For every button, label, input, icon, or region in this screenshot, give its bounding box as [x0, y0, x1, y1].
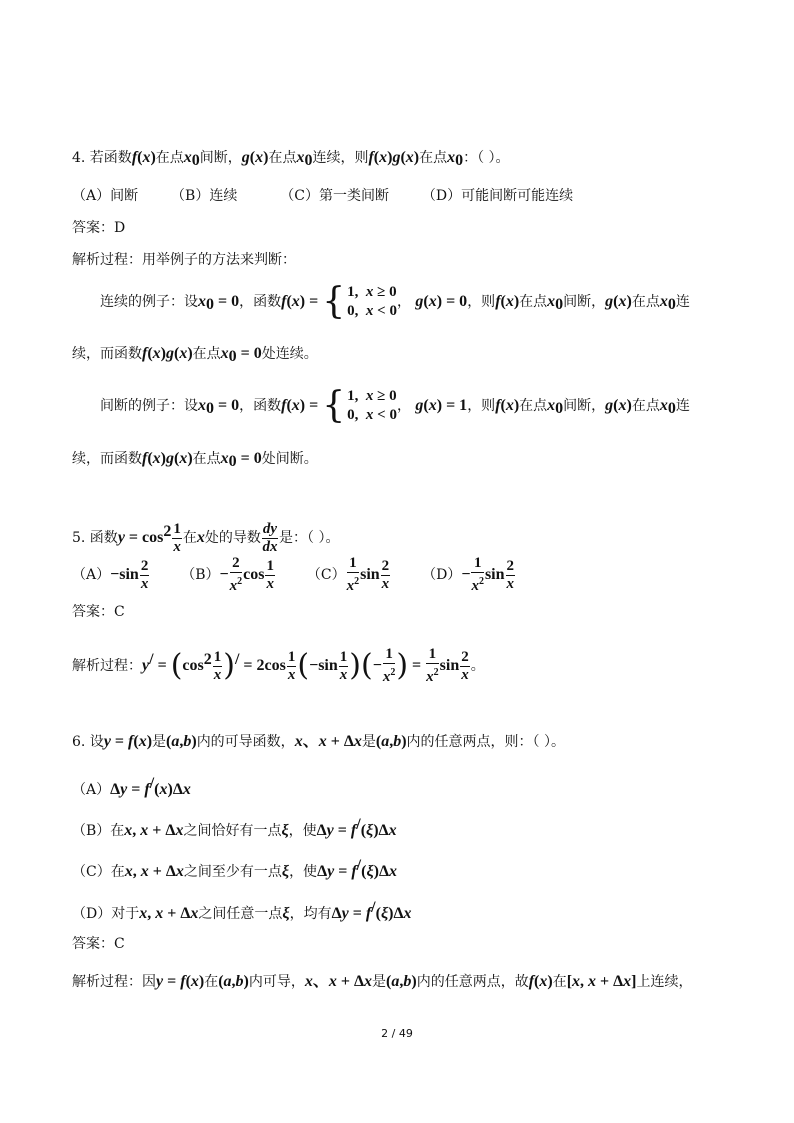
q6-option-a: （A）Δy = f/(x)Δx	[72, 775, 191, 798]
q4-example-continuous-cont: 续，而函数f(x)g(x)在点$x_0 = 0$处连续。	[72, 345, 318, 365]
q4-answer: 答案：D	[72, 220, 126, 236]
q4-example-discontinuous: 间断的例子：设$x_0 = 0$，函数f(x) = { 1, x ≥ 0 0, x < 0 ， g(x) = 1，则f(x)在点$x_0$间断，g(x)在点$x_0$连	[100, 385, 690, 426]
q5-option-a: （A）−sin $\frac{2}{x}$	[72, 557, 149, 592]
q4-option-c: （C）第一类间断	[280, 188, 389, 204]
q6-option-d: （D）对于x, x + Δx之间任意一点ξ，均有Δy = f/(ξ)Δx	[72, 899, 412, 922]
q4-option-a: （A）间断	[72, 188, 139, 204]
q5-stem: 5. 函数$y = \cos^2$ $\frac{1}{x}$ 在x处的导数 $\frac{dy}{dx}$ 是：（ ）。	[72, 520, 340, 555]
q5-option-d: （D）− $\frac{1}{x^2}$ sin $\frac{2}{x}$	[422, 555, 515, 594]
q4-options	[72, 186, 573, 206]
q4-analysis-label: 解析过程：用举例子的方法来判断：	[72, 252, 296, 268]
q6-stem: 6. 设y = f(x)是(a,b)内的可导函数，x、x + Δx是(a,b)内的任意两点，则：（ ）。	[72, 733, 565, 750]
q5-option-b: （B）− $\frac{2}{x^2}$ cos $\frac{1}{x}$	[181, 555, 274, 594]
q4-option-b: （B）连续	[171, 188, 238, 204]
q5-options	[72, 555, 516, 595]
q4-option-d: （D）可能间断可能连续	[421, 188, 574, 204]
q5-answer: 答案：C	[72, 604, 125, 620]
q6-analysis: 解析过程：因y = f(x)在(a,b)内可导，x、x + Δx是(a,b)内的任意两点，故f(x)在[x, x + Δx]上连续，	[72, 973, 693, 990]
q4-example-continuous: 连续的例子：设$x_0 = 0$，函数f(x) = { 1, x ≥ 0 0, x < 0 ， g(x) = 0，则f(x)在点$x_0$间断，g(x)在点$x_0$连	[100, 281, 690, 322]
q4-example-discontinuous-cont: 续，而函数f(x)g(x)在点$x_0 = 0$处间断。	[72, 450, 318, 470]
q6-option-b: （B）在x, x + Δx之间恰好有一点ξ，使Δy = f/(ξ)Δx	[72, 816, 397, 839]
page-number: 2 / 49	[381, 1027, 413, 1040]
q4-stem: 4. 若函数f(x)在点$x_0$间断，g(x)在点$x_0$连续，则f(x)g(x)在点$x_0$：（ ）。	[72, 149, 510, 169]
q6-option-c: （C）在x, x + Δx之间至少有一点ξ，使Δy = f/(ξ)Δx	[72, 857, 397, 880]
q5-option-c: （C） $\frac{1}{x^2}$ sin $\frac{2}{x}$	[306, 555, 390, 594]
q5-analysis: 解析过程：$y^/ = (\cos^2$ $\frac{1}{x}$ )/ = 2cos $\frac{1}{x}$ (−sin $\frac{1}{x}$ )(− $\frac{1}{x^2}$ ) = $\frac{1}{x^2}$ sin $\frac{2}{x}$ 。	[72, 646, 485, 685]
q6-answer: 答案：C	[72, 936, 125, 952]
